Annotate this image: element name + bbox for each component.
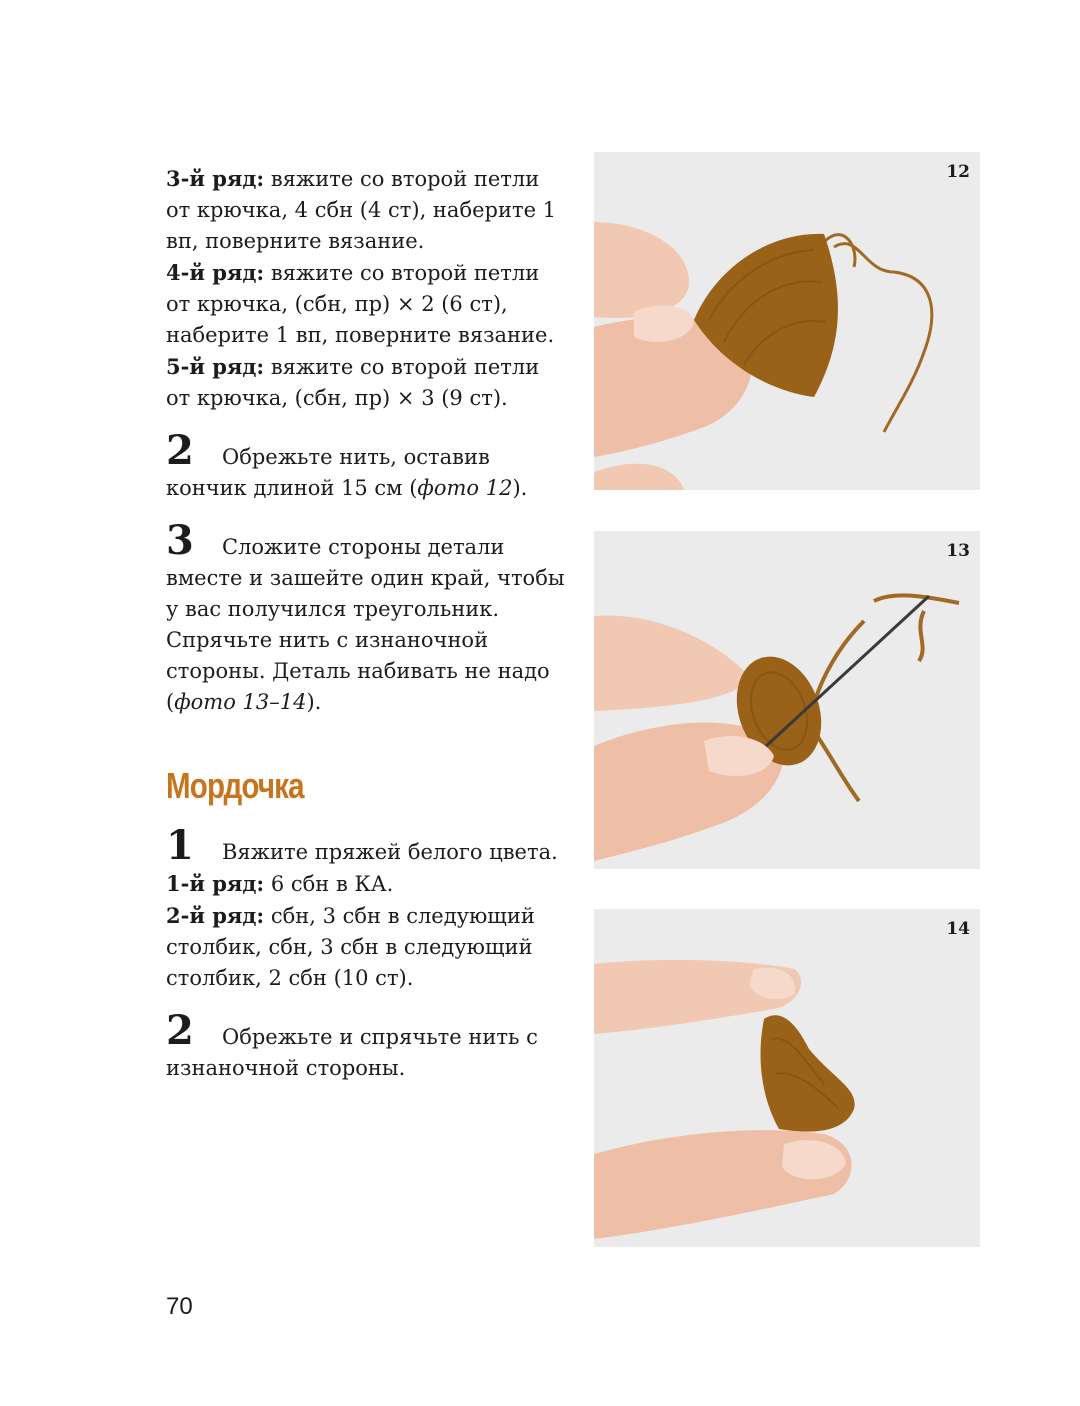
section-heading: Мордочка [166,765,304,806]
step-number: 2 [166,1007,194,1054]
row4-text: вяжите со второй петли от крючка, (сбн, пр) × 2 (6 ст), наберите 1 вп, поверните вязание. [166,261,555,347]
row3-label: 3-й ряд: [166,166,265,191]
step-text: Обрежьте нить, оставив кончик длиной 15 см ( [166,445,490,500]
photo-number: 13 [946,541,970,561]
step-text-end: ). [306,690,322,714]
row5-paragraph [166,351,566,414]
row2-label: 2-й ряд: [166,903,265,928]
photo-14-illustration [594,909,980,1247]
row1-label: 1-й ряд: [166,871,265,896]
photo-12-illustration [594,152,980,490]
row2-text: сбн, 3 сбн в следующий столбик, сбн, 3 сбн в следующий столбик, 2 сбн (10 ст). [166,904,535,990]
step-text-end: ). [512,476,528,500]
photo-13 [594,531,980,869]
muzzle-step-2 [166,1007,566,1084]
row4-paragraph [166,257,566,351]
step-number: 1 [166,822,194,869]
text-column [166,163,566,1084]
row1-text: 6 сбн в КА. [264,872,394,896]
step-text: Вяжите пряжей белого цвета. [222,840,558,864]
photo-13-illustration [594,531,980,869]
row4-label: 4-й ряд: [166,260,265,285]
step-3 [166,517,566,718]
photo-number: 12 [946,162,970,182]
row3-paragraph [166,163,566,257]
photo-reference: фото 12 [417,476,513,500]
row5-label: 5-й ряд: [166,354,265,379]
step-text: Обрежьте и спрячьте нить с изнаночной стороны. [166,1025,538,1080]
step-2 [166,427,566,504]
muzzle-row2-paragraph [166,900,566,994]
photo-12 [594,152,980,490]
row3-text: вяжите со второй петли от крючка, 4 сбн (4 ст), наберите 1 вп, поверните вязание. [166,167,557,253]
photo-number: 14 [946,919,970,939]
muzzle-row1-paragraph [166,868,566,900]
photo-14 [594,909,980,1247]
muzzle-step-1 [166,822,566,869]
photo-reference: фото 13–14 [174,690,307,714]
page-number: 70 [166,1293,193,1320]
row5-text: вяжите со второй петли от крючка, (сбн, пр) × 3 (9 ст). [166,355,540,410]
step-number: 2 [166,427,194,474]
step-text: Сложите стороны детали вместе и зашейте один край, чтобы у вас получился треугольник. Спрячьте нить с изнаночной стороны. Деталь набивать не надо ( [166,535,565,714]
step-number: 3 [166,517,194,564]
